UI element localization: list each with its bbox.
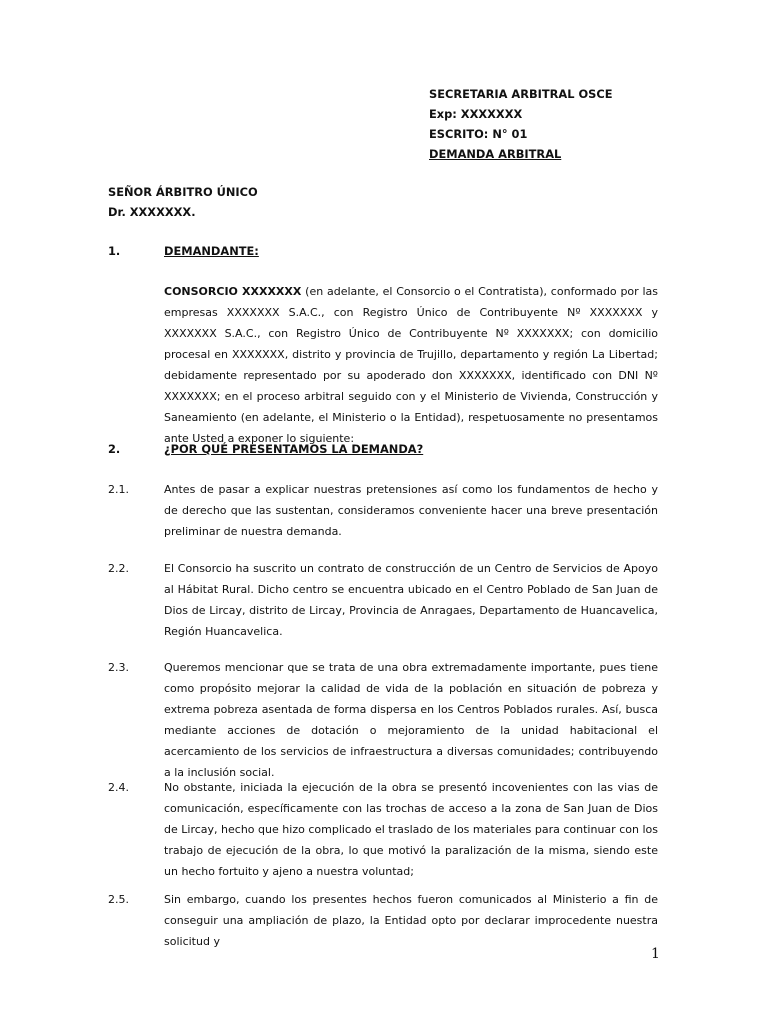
paragraph-text: Queremos mencionar que se trata de una obra extremadamente importante, pues tiene como propósito mejorar la calidad de vida de la población en situación de pobreza y extrema pobreza asentada de forma dispersa en los Centros Poblados rurales. Así, busca mediante acciones de dotación o mejoramiento de la unidad habitacional el acercamiento de los servicios de infraestructura a diversas comunidades; contribuyendo a la inclusión social. — [164, 661, 658, 779]
paragraph-number: 2.5. — [108, 893, 129, 906]
paragraph-text: Sin embargo, cuando los presentes hechos fueron comunicados al Ministerio a fin de conseguir una ampliación de plazo, la Entidad opto por declarar improcedente nuestra solicitud y — [164, 893, 658, 948]
header-secretaria: SECRETARIA ARBITRAL OSCE — [429, 87, 613, 101]
header-expediente: Exp: XXXXXXX — [429, 107, 523, 121]
section-title: DEMANDANTE: — [164, 244, 259, 258]
paragraph-text — [164, 281, 658, 449]
page-number: 1 — [651, 946, 660, 962]
case-header — [429, 84, 613, 164]
section-number: 2. — [108, 442, 121, 456]
paragraph-number: 2.3. — [108, 661, 129, 674]
section-title: ¿POR QUÉ PRESENTAMOS LA DEMANDA? — [164, 442, 424, 456]
paragraph-text: Antes de pasar a explicar nuestras pretensiones así como los fundamentos de hecho y de derecho que las sustentan, consideramos conveniente hacer una breve presentación preliminar de nuestra demanda. — [164, 483, 658, 538]
paragraph-text: El Consorcio ha suscrito un contrato de construcción de un Centro de Servicios de Apoyo al Hábitat Rural. Dicho centro se encuentra ubicado en el Centro Poblado de San Juan de Dios de Lircay, distrito de Lircay, Provincia de Anragaes, Departamento de Huancavelica, Región Huancavelica. — [164, 562, 658, 638]
addressee-title: SEÑOR ÁRBITRO ÚNICO — [108, 185, 258, 199]
section-number: 1. — [108, 244, 121, 258]
header-escrito: ESCRITO: N° 01 — [429, 127, 528, 141]
paragraph-number: 2.2. — [108, 562, 129, 575]
consorcio-name: CONSORCIO XXXXXXX — [164, 285, 302, 298]
addressee-block — [108, 182, 258, 222]
header-demanda-arbitral: DEMANDA ARBITRAL — [429, 147, 562, 161]
paragraph-number: 2.4. — [108, 781, 129, 794]
demandante-text: (en adelante, el Consorcio o el Contratista), conformado por las empresas XXXXXXX S.A.C., con Registro Único de Contribuyente Nº XXXXXXX y XXXXXXX S.A.C., con Registro Único de Contribuyente Nº XXXXXXX; con domicilio procesal en XXXXXXX, distrito y provincia de Trujillo, departamento y región La Libertad; debidamente representado por su apoderado don XXXXXXX, identificado con DNI Nº XXXXXXX; en el proceso arbitral seguido con y el Ministerio de Vivienda, Construcción y Saneamiento (en adelante, el Ministerio o la Entidad), respetuosamente no presentamos ante Usted a exponer lo siguiente: — [164, 285, 658, 445]
paragraph-number: 2.1. — [108, 483, 129, 496]
addressee-name: Dr. XXXXXXX. — [108, 205, 196, 219]
paragraph-text: No obstante, iniciada la ejecución de la obra se presentó incovenientes con las vias de comunicación, específicamente con las trochas de acceso a la zona de San Juan de Dios de Lircay, hecho que hizo complicado el traslado de los materiales para continuar con los trabajo de ejecución de la obra, lo que motivó la paralización de la misma, siendo este un hecho fortuito y ajeno a nuestra voluntad; — [164, 781, 658, 878]
